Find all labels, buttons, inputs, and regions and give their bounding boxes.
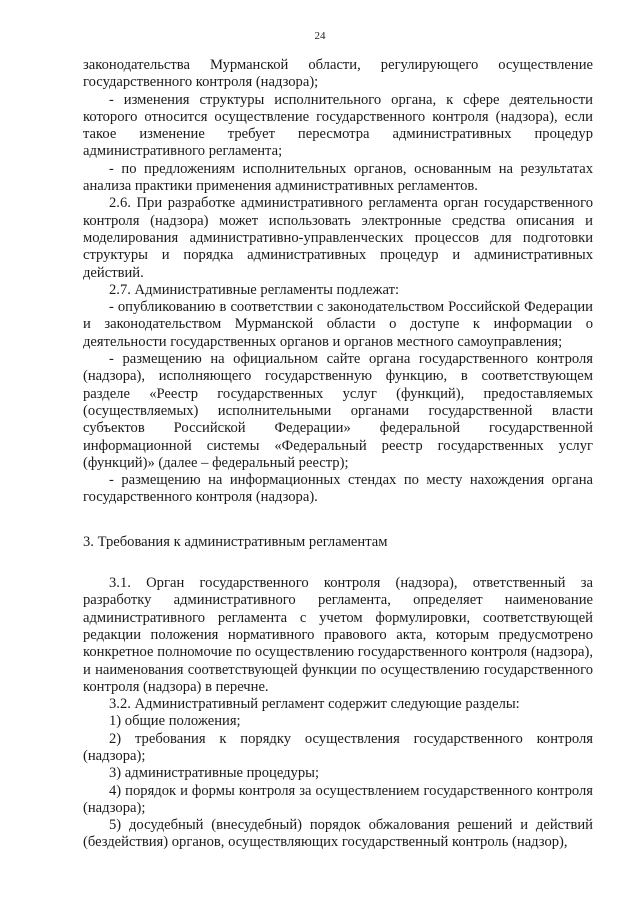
paragraph: - размещению на информационных стендах по месту нахождения органа государственного контроля (надзора).	[83, 472, 593, 506]
paragraph: 3.2. Административный регламент содержит следующие разделы:	[109, 696, 520, 713]
page-number: 24	[314, 30, 326, 42]
paragraph: 2.7. Административные регламенты подлежат:	[109, 281, 400, 298]
paragraph: 2) требования к порядку осуществления государственного контроля (надзора);	[83, 730, 593, 764]
paragraphs-after-heading	[83, 575, 593, 852]
paragraph: - размещению на официальном сайте органа государственного контроля (надзора), исполняющего государственную функцию, в соответствующем разделе «Реестр государственных услуг (функций), предоставляемых (осуществляемых) исполнительными органами государственной власти субъектов Российской Федерации» федеральной государственной информационной системы «Федеральный реестр государственных услуг (функций)» (далее – федеральный реестр);	[83, 351, 593, 471]
paragraphs-before-heading	[83, 57, 593, 507]
paragraph: 2.6. При разработке административного регламента орган государственного контроля (надзора) может использовать электронные средства описания и моделирования административно-управленческих процессов для подготовки структуры и порядка административных процедур и административных действий.	[83, 195, 593, 281]
section-heading: 3. Требования к административным регламентам	[83, 533, 388, 550]
paragraph: 3) административные процедуры;	[109, 765, 319, 782]
paragraph: 4) порядок и формы контроля за осуществлением государственного контроля (надзора);	[83, 782, 593, 816]
paragraph: законодательства Мурманской области, регулирующего осуществление государственного контроля (надзора);	[83, 57, 593, 91]
paragraph: 3.1. Орган государственного контроля (надзора), ответственный за разработку административного регламента, определяет наименование административного регламента с учетом формулировки, соответствующей редакции положения нормативного правового акта, которым предусмотрено конкретное полномочие по осуществлению государственного контроля (надзора), и наименования соответствующей функции по осуществлению государственного контроля (надзора) в перечне.	[83, 575, 593, 695]
document-body	[83, 57, 593, 852]
paragraph: - опубликованию в соответствии с законодательством Российской Федерации и законодательством Мурманской области о доступе к информации о деятельности государственных органов и органов местного самоуправления;	[83, 299, 593, 350]
paragraph: - по предложениям исполнительных органов, основанным на результатах анализа практики применения административных регламентов.	[83, 160, 593, 195]
paragraph: 1) общие положения;	[109, 713, 241, 730]
paragraph: - изменения структуры исполнительного органа, к сфере деятельности которого относится осуществление государственного контроля (надзора), если такое изменение требует пересмотра административных процедур административного регламента;	[83, 91, 593, 160]
paragraph: 5) досудебный (внесудебный) порядок обжалования решений и действий (бездействия) органов, осуществляющих государственный контроль (надзор),	[83, 817, 593, 851]
